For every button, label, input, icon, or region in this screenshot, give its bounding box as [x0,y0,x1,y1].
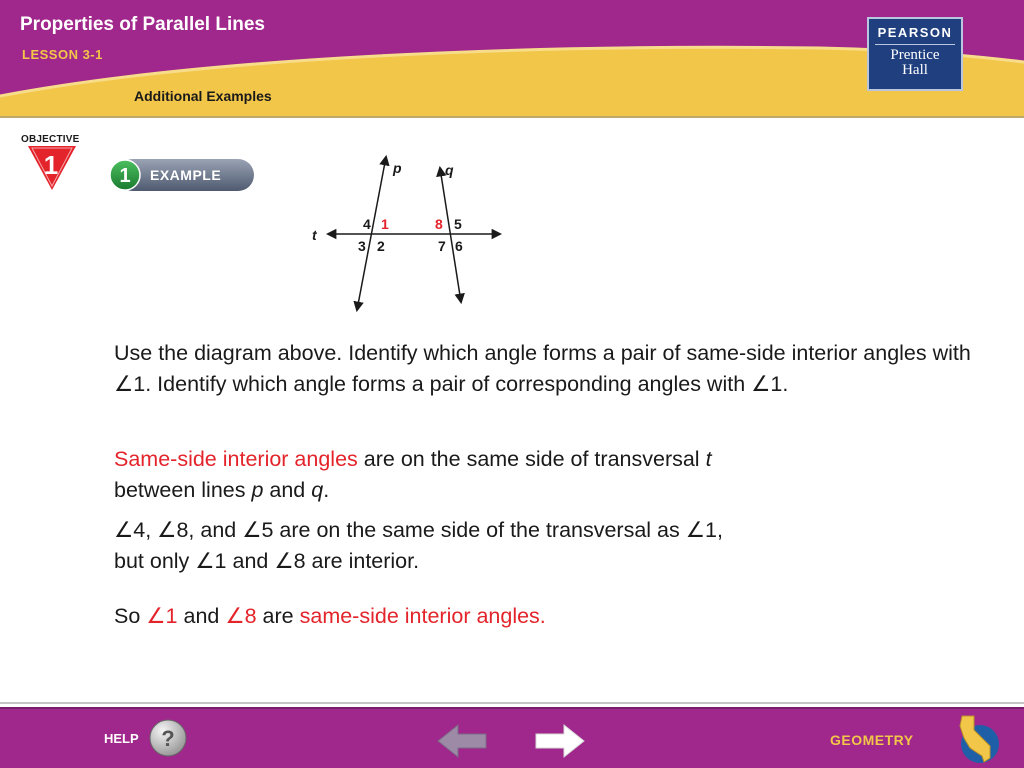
question-mark-icon: ? [161,726,175,751]
angle-3: 3 [358,238,366,254]
logo-pearson-text: PEARSON [877,25,953,40]
parallel-lines-diagram [300,150,520,322]
term-same-side: Same-side interior angles [114,447,358,471]
course-label: GEOMETRY [830,732,914,748]
lesson-label: LESSON 3-1 [22,47,103,62]
question-text: Use the diagram above. Identify which angle forms a pair of same-side interior angles with ∠1. Identify which angle forms a pair of corresponding angles with ∠1. [114,341,971,396]
back-arrow-icon [438,725,486,757]
answer-text: So ∠1 and ∠8 are same-side interior angles. [114,604,546,628]
angle-2: 2 [377,238,385,254]
example-label: EXAMPLE [150,167,222,183]
definition-text: Same-side interior angles are on the same side of transversal t between lines p and q. [114,447,712,502]
help-label[interactable]: HELP [104,731,139,746]
label-q: q [445,162,454,178]
help-button[interactable] [148,718,188,758]
back-arrow-button[interactable] [436,722,490,760]
line-q [440,168,461,302]
label-t: t [312,227,317,243]
angle-6: 6 [455,238,463,254]
angle-4: 4 [363,216,371,232]
next-arrow-icon [536,725,584,757]
california-state-icon [952,714,1004,766]
objective-triangle-icon [28,146,80,192]
page-title: Properties of Parallel Lines [20,14,265,35]
label-p: p [393,160,402,176]
reasoning-text: ∠4, ∠8, and ∠5 are on the same side of the transversal as ∠1, but only ∠1 and ∠8 are interior. [114,518,723,573]
angle-1: 1 [381,216,389,232]
logo-prentice-text: Prentice [890,47,940,63]
example-number: 1 [119,165,131,187]
logo-hall-text: Hall [902,62,928,78]
angle-8: 8 [435,216,443,232]
objective-number: 1 [43,150,59,180]
next-arrow-button[interactable] [532,722,586,760]
pearson-logo [867,17,963,91]
section-subtitle: Additional Examples [134,88,272,104]
angle-7: 7 [438,238,446,254]
objective-label: OBJECTIVE [21,134,80,145]
angle-5: 5 [454,216,462,232]
example-badge [109,156,257,194]
